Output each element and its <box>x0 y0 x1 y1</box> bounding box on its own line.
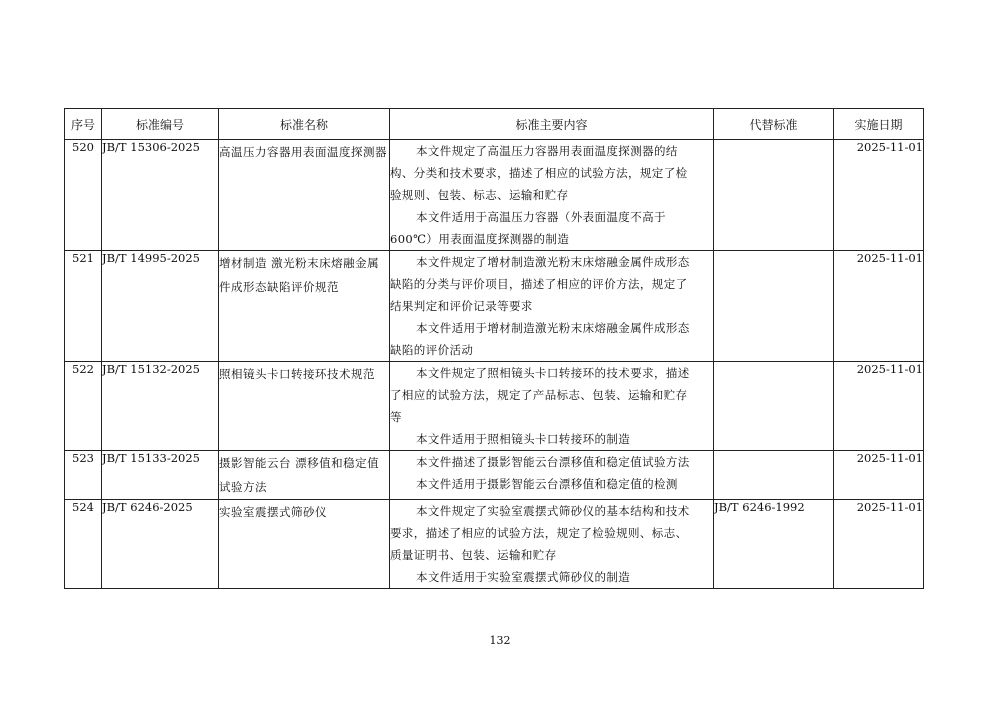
header-row <box>65 109 924 140</box>
row-name: 照相镜头卡口转接环技术规范 <box>219 362 390 451</box>
row-content <box>390 451 714 500</box>
row-content <box>390 362 714 451</box>
header-replace: 代替标准 <box>714 109 834 140</box>
content-line: 本文件规定了照相镜头卡口转接环的技术要求，描述 <box>416 366 690 380</box>
content-line: 本文件适用于摄影智能云台漂移值和稳定值的检测 <box>416 477 678 491</box>
table-row <box>65 362 924 451</box>
row-name: 实验室震摆式筛砂仪 <box>219 500 390 589</box>
content-line: 质量证明书、包装、运输和贮存 <box>390 548 557 562</box>
row-code: JB/T 15133-2025 <box>102 451 219 500</box>
row-replace <box>714 251 834 362</box>
content-line: 本文件规定了高温压力容器用表面温度探测器的结 <box>416 144 678 158</box>
row-code: JB/T 15306-2025 <box>102 140 219 251</box>
table-row <box>65 451 924 500</box>
content-line: 600℃）用表面温度探测器的制造 <box>390 232 570 246</box>
row-date: 2025-11-01 <box>834 451 924 500</box>
content-line: 本文件规定了增材制造激光粉末床熔融金属件成形态 <box>416 255 690 269</box>
content-line: 本文件适用于实验室震摆式筛砂仪的制造 <box>416 570 631 584</box>
header-date: 实施日期 <box>834 109 924 140</box>
row-content <box>390 140 714 251</box>
row-date: 2025-11-01 <box>834 251 924 362</box>
header-name: 标准名称 <box>219 109 390 140</box>
row-replace: JB/T 6246-1992 <box>714 500 834 589</box>
table-row <box>65 251 924 362</box>
row-name: 高温压力容器用表面温度探测器 <box>219 140 390 251</box>
standards-table <box>64 108 924 589</box>
content-line: 缺陷的评价活动 <box>390 343 474 357</box>
row-replace <box>714 140 834 251</box>
content-line: 本文件适用于照相镜头卡口转接环的制造 <box>416 432 631 446</box>
content-line: 本文件规定了实验室震摆式筛砂仪的基本结构和技术 <box>416 504 690 518</box>
row-seq: 522 <box>65 362 102 451</box>
content-line: 本文件适用于增材制造激光粉末床熔融金属件成形态 <box>416 321 690 335</box>
content-line: 缺陷的分类与评价项目，描述了相应的评价方法，规定了 <box>390 277 688 291</box>
content-line: 了相应的试验方法，规定了产品标志、包装、运输和贮存 <box>390 388 688 402</box>
row-seq: 520 <box>65 140 102 251</box>
content-line: 构、分类和技术要求，描述了相应的试验方法，规定了检 <box>390 166 688 180</box>
row-date: 2025-11-01 <box>834 500 924 589</box>
header-code: 标准编号 <box>102 109 219 140</box>
header-seq: 序号 <box>65 109 102 140</box>
content-line: 结果判定和评价记录等要求 <box>390 299 533 313</box>
row-replace <box>714 362 834 451</box>
content-line: 本文件适用于高温压力容器（外表面温度不高于 <box>416 210 666 224</box>
header-content: 标准主要内容 <box>390 109 714 140</box>
row-seq: 524 <box>65 500 102 589</box>
row-code: JB/T 14995-2025 <box>102 251 219 362</box>
row-content <box>390 251 714 362</box>
content-line: 本文件描述了摄影智能云台漂移值和稳定值试验方法 <box>416 455 690 469</box>
row-date: 2025-11-01 <box>834 140 924 251</box>
row-seq: 523 <box>65 451 102 500</box>
row-replace <box>714 451 834 500</box>
row-seq: 521 <box>65 251 102 362</box>
row-name: 增材制造 激光粉末床熔融金属件成形态缺陷评价规范 <box>219 251 390 362</box>
content-line: 等 <box>390 410 402 424</box>
row-content <box>390 500 714 589</box>
content-line: 验规则、包装、标志、运输和贮存 <box>390 188 569 202</box>
row-name: 摄影智能云台 漂移值和稳定值试验方法 <box>219 451 390 500</box>
row-code: JB/T 15132-2025 <box>102 362 219 451</box>
row-date: 2025-11-01 <box>834 362 924 451</box>
table-row <box>65 500 924 589</box>
page-number: 132 <box>489 634 511 647</box>
content-line: 要求，描述了相应的试验方法，规定了检验规则、标志、 <box>390 526 688 540</box>
table-row <box>65 140 924 251</box>
row-code: JB/T 6246-2025 <box>102 500 219 589</box>
